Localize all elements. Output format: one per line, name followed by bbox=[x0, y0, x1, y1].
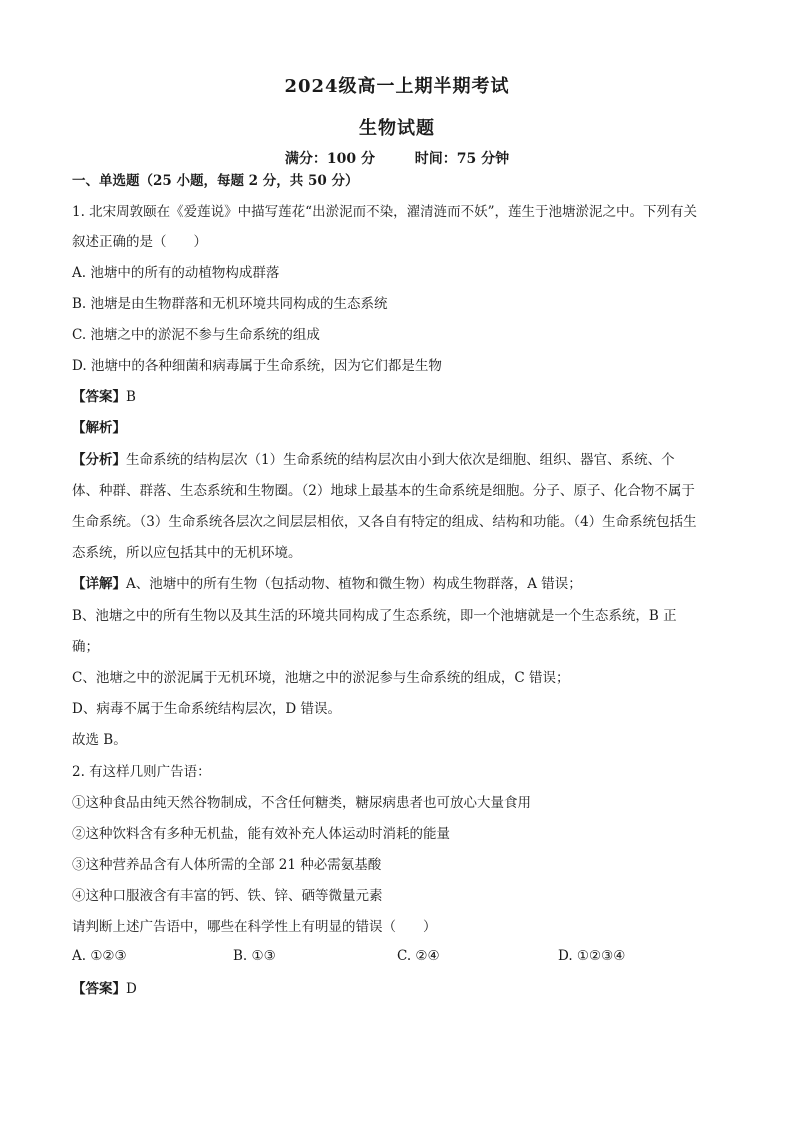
q2-statement-3: ③这种营养品含有人体所需的全部 21 种必需氨基酸 bbox=[72, 857, 382, 873]
answer-value: B bbox=[126, 389, 136, 405]
q1-detail-line2: B、池塘之中的所有生物以及其生活的环境共同构成了生态系统，即一个池塘就是一个生态系统，B 正 bbox=[72, 608, 677, 624]
q2-option-b: B. ①③ bbox=[233, 948, 276, 964]
fenxi-tag: 【分析】 bbox=[72, 452, 126, 468]
exam-meta bbox=[0, 148, 794, 168]
q2-question: 请判断上述广告语中，哪些在科学性上有明显的错误（ ） bbox=[72, 919, 437, 935]
q1-option-d: D. 池塘中的各种细菌和病毒属于生命系统，因为它们都是生物 bbox=[72, 358, 442, 374]
q1-fenxi-line2: 体、种群、群落、生态系统和生物圈。（2）地球上最基本的生命系统是细胞。分子、原子、化合物不属于 bbox=[72, 483, 695, 499]
section-heading: 一、单选题（25 小题，每题 2 分，共 50 分） bbox=[72, 173, 359, 189]
exam-title: 2024级高一上期半期考试 bbox=[284, 76, 510, 97]
q1-answer bbox=[72, 387, 732, 407]
q2-stem: 2. 有这样几则广告语： bbox=[72, 764, 211, 780]
q1-conclusion: 故选 B。 bbox=[72, 732, 127, 748]
q1-fenxi-line4: 态系统，所以应包括其中的无机环境。 bbox=[72, 545, 302, 561]
answer-tag: 【答案】 bbox=[72, 389, 126, 405]
detail-text: A、池塘中的所有生物（包括动物、植物和微生物）构成生物群落，A 错误； bbox=[126, 576, 582, 592]
q2-statement-1: ①这种食品由纯天然谷物制成，不含任何糖类，糖尿病患者也可放心大量食用 bbox=[72, 795, 531, 811]
q1-fenxi-line3: 生命系统。（3）生命系统各层次之间层层相依，又各自有特定的组成、结构和功能。（4）生命系统包括生 bbox=[72, 514, 697, 530]
score-label: 满分：100 分 bbox=[284, 151, 375, 167]
detail-tag: 【详解】 bbox=[72, 576, 126, 592]
q2-option-c: C. ②④ bbox=[397, 948, 440, 964]
time-label: 时间：75 分钟 bbox=[414, 151, 510, 167]
q1-option-a: A. 池塘中的所有的动植物构成群落 bbox=[72, 265, 280, 281]
q1-detail-line3: 确； bbox=[72, 639, 99, 655]
q1-detail-line5: D、病毒不属于生命系统结构层次，D 错误。 bbox=[72, 701, 341, 717]
q1-stem-line2: 叙述正确的是（ ） bbox=[72, 234, 207, 250]
q1-option-b: B. 池塘是由生物群落和无机环境共同构成的生态系统 bbox=[72, 296, 388, 312]
q2-answer bbox=[72, 979, 732, 999]
q2-option-d: D. ①②③④ bbox=[558, 948, 626, 964]
q1-detail-line4: C、池塘之中的淤泥属于无机环境，池塘之中的淤泥参与生命系统的组成，C 错误； bbox=[72, 670, 570, 686]
subject-title: 生物试题 bbox=[359, 118, 435, 139]
q1-analysis-tag: 【解析】 bbox=[72, 420, 126, 436]
q1-option-c: C. 池塘之中的淤泥不参与生命系统的组成 bbox=[72, 327, 320, 343]
q2-statement-4: ④这种口服液含有丰富的钙、铁、锌、硒等微量元素 bbox=[72, 888, 383, 904]
answer-value: D bbox=[126, 981, 137, 997]
q1-detail-line1 bbox=[72, 574, 732, 594]
q2-option-a: A. ①②③ bbox=[72, 948, 127, 964]
answer-tag: 【答案】 bbox=[72, 981, 126, 997]
q1-stem-line1: 1. 北宋周敦颐在《爱莲说》中描写莲花“出淤泥而不染，濯清涟而不妖”，莲生于池塘淤泥之中。下列有关 bbox=[72, 204, 697, 220]
fenxi-text: 生命系统的结构层次（1）生命系统的结构层次由小到大依次是细胞、组织、器官、系统、个 bbox=[126, 452, 675, 468]
q2-statement-2: ②这种饮料含有多种无机盐，能有效补充人体运动时消耗的能量 bbox=[72, 826, 450, 842]
q1-fenxi-line1 bbox=[72, 450, 732, 470]
